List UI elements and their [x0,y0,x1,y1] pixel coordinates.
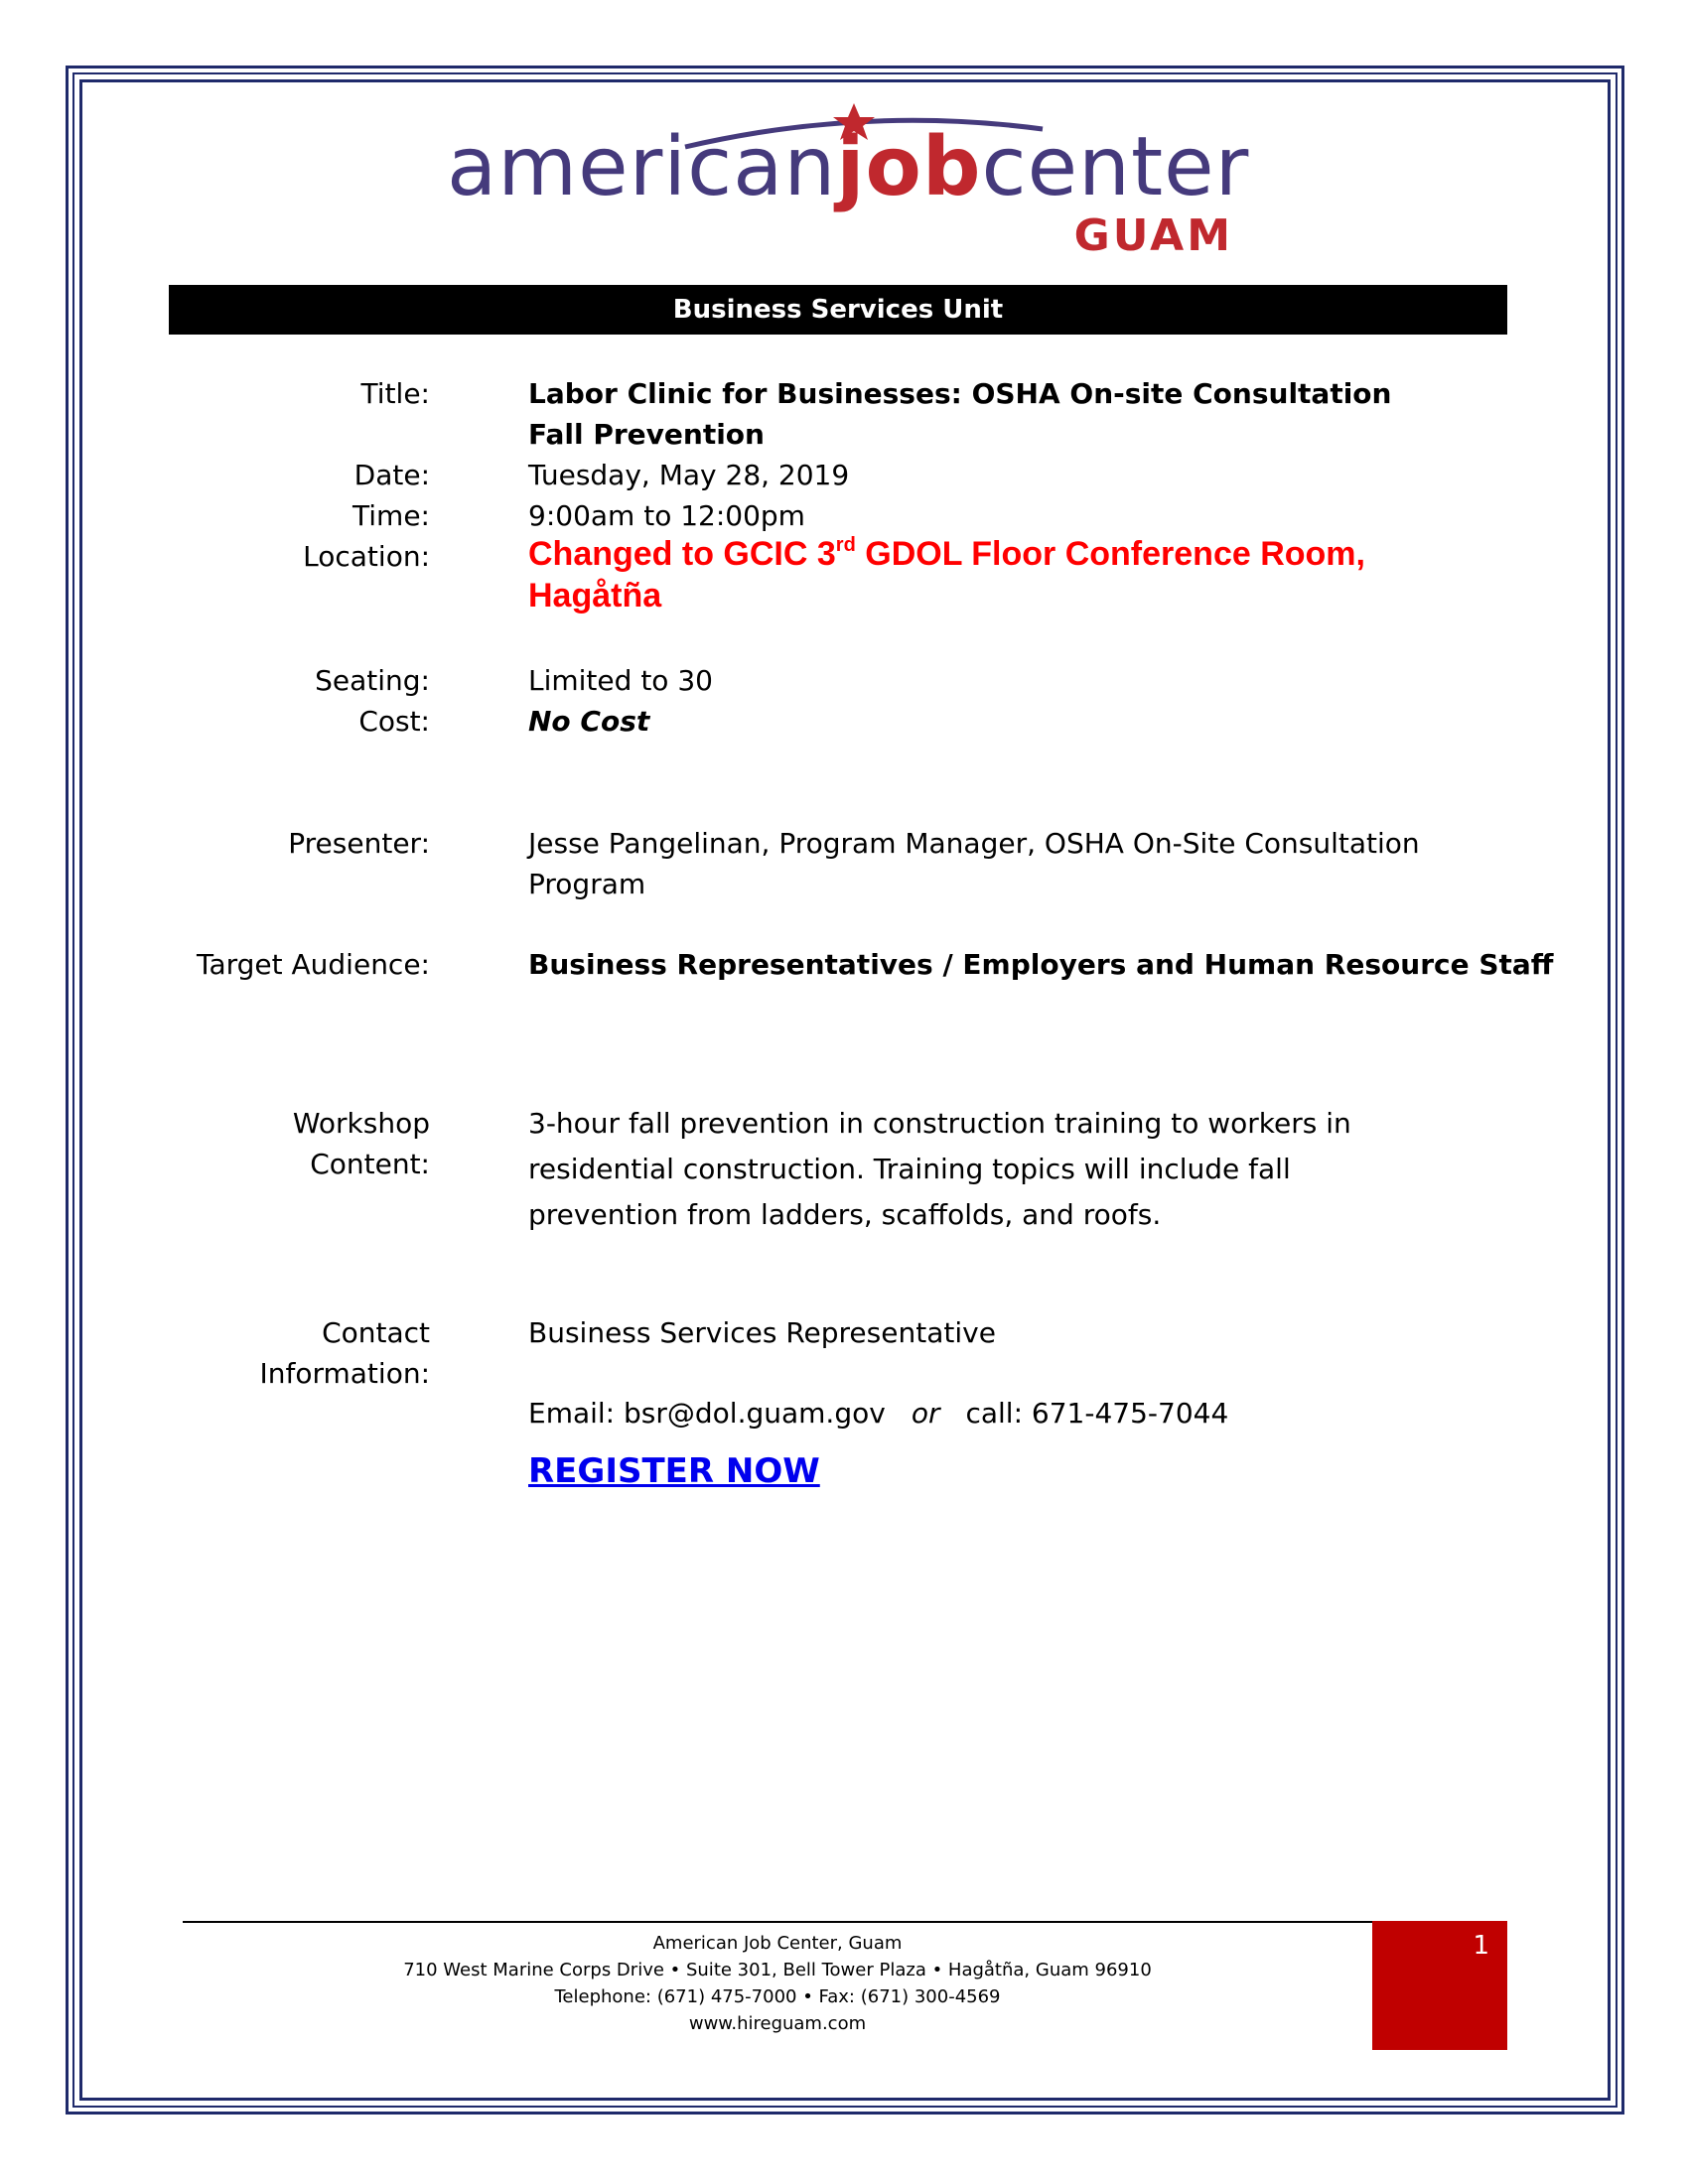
date-label: Date: [353,459,430,491]
contact-or: or [911,1397,940,1430]
footer-address: 710 West Marine Corps Drive • Suite 301, Bell Tower Plaza • Hagåtña, Guam 96910 [403,1960,1152,1980]
workshop-label-line2: Content: [310,1148,430,1180]
workshop-label-line1: Workshop [292,1107,430,1140]
contact-label-line2: Information: [259,1357,430,1390]
american-job-center-logo [447,99,1250,268]
footer-website[interactable]: www.hireguam.com [688,2013,867,2034]
workshop-content: 3-hour fall prevention in construction training to workers in residential construction. Training topics will include fall prevention from ladders, scaffolds, and roofs. [528,1107,1351,1231]
footer-divider [183,1921,1372,1923]
location-label: Location: [303,540,430,573]
contact-label-line1: Contact [322,1316,430,1349]
logo-subtitle: GUAM [1073,210,1233,261]
title-label: Title: [360,377,430,410]
location-suffix: GDOL Floor Conference Room, Hagåtña [528,535,1365,614]
contact-email-phone [528,1393,1442,1433]
logo-word-center: center [981,120,1250,214]
event-date: Tuesday, May 28, 2019 [528,459,850,491]
register-now-link[interactable]: REGISTER NOW [528,1451,820,1491]
footer-org: American Job Center, Guam [652,1933,903,1954]
page-number: 1 [1473,1931,1489,1961]
target-audience-value: Business Representatives / Employers and Human Resource Staff [528,948,1554,981]
logo-wordmark [447,120,1250,214]
cost-value: No Cost [528,705,650,738]
contact-email[interactable]: Email: bsr@dol.guam.gov [528,1397,886,1430]
business-services-unit-bar: Business Services Unit [169,285,1507,335]
page-number-box [1372,1921,1507,2050]
event-location [528,533,1481,616]
footer-address-block [183,1930,1372,2037]
event-title: Labor Clinic for Businesses: OSHA On-site Consultation Fall Prevention [528,377,1392,451]
location-superscript: rd [835,534,856,556]
target-audience-label: Target Audience: [196,948,430,981]
presenter-label: Presenter: [288,827,430,860]
contact-value: Business Services Representative [528,1316,996,1349]
contact-phone[interactable]: call: 671-475-7044 [965,1397,1229,1430]
presenter-value: Jesse Pangelinan, Program Manager, OSHA On-Site Consultation Program [528,827,1420,900]
seating-label: Seating: [315,664,430,697]
event-time: 9:00am to 12:00pm [528,499,805,532]
seating-value: Limited to 30 [528,664,713,697]
footer-phones: Telephone: (671) 475-7000 • Fax: (671) 300-4569 [554,1986,1001,2007]
logo-word-american: american [447,120,837,214]
location-prefix: Changed to GCIC 3 [528,535,836,573]
time-label: Time: [352,499,430,532]
cost-label: Cost: [358,705,430,738]
logo-word-job: job [836,120,982,214]
